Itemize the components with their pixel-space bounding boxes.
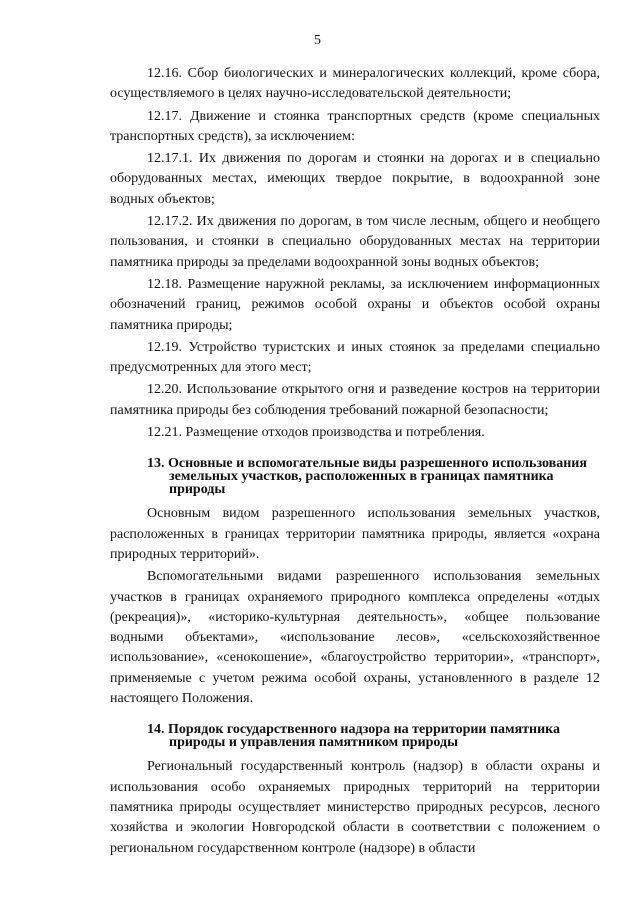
section-13-paragraph-1: Основным видом разрешенного использования земельных участков, расположенных в границах территории памятника природы, является «охрана природных территорий». (110, 506, 600, 562)
document-body (110, 64, 600, 861)
paragraph-12-19: 12.19. Устройство туристских и иных стоянок за пределами специально предусмотренных для этого мест; (110, 339, 600, 376)
section-13-heading-line-3: природы (169, 482, 226, 498)
paragraph-12-17: 12.17. Движение и стоянка транспортных средств (кроме специальных транспортных средств), за исключением: (110, 108, 600, 144)
section-13-heading-line-1: 13. Основные и вспомогательные виды разрешенного использования (147, 456, 587, 472)
section-13-heading-line-2: земельных участков, расположенных в границах памятника (169, 469, 554, 485)
page-number: 5 (314, 33, 321, 48)
paragraph-12-21: 12.21. Размещение отходов производства и потребления. (147, 425, 485, 441)
section-13-heading (110, 457, 600, 496)
paragraph-12-20: 12.20. Использование открытого огня и разведение костров на территории памятника природы без соблюдения требований пожарной безопасности; (110, 382, 600, 418)
paragraph-12-18: 12.18. Размещение наружной рекламы, за исключением информационных обозначений границ, режимов особой охраны и объектов особой охраны памятника природы; (110, 276, 600, 333)
paragraph-12-16: 12.16. Сбор биологических и минералогических коллекций, кроме сбора, осуществляемого в целях научно-исследовательской деятельности; (110, 66, 600, 102)
paragraph-12-17-2: 12.17.2. Их движения по дорогам, в том числе лесным, общего и необщего пользования, и стоянки в специально оборудованных местах на территории памятника природы за пределами водоохранной зоны водных объектов; (110, 214, 600, 270)
section-13-paragraph-2: Вспомогательными видами разрешенного использования земельных участков в границах охраняемого природного комплекса определены «отдых (рекреация)», «историко-культурная деятельность», «общее пользование водными объектами», «использование лесов», «сельскохозяйственное использование», «сенокошение», «благоустройство территории», «транспорт», применяемые с учетом режима особой охраны, установленного в разделе 12 настоящего Положения. (110, 569, 600, 707)
section-14-heading-line-1: 14. Порядок государственного надзора на территории памятника (147, 722, 561, 738)
section-14-paragraph-1: Региональный государственный контроль (надзор) в области охраны и использования особо охраняемых природных территорий на территории памятника природы осуществляет министерство природных ресурсов, лесного хозяйства и экологии Новгородской области в соответствии с положением о региональном государственном контроле (надзоре) в области (110, 759, 600, 856)
section-14-heading-line-2: природы и управления памятником природы (169, 735, 459, 751)
section-14-heading (110, 723, 600, 749)
paragraph-12-17-1: 12.17.1. Их движения по дорогам и стоянки на дорогах и в специально оборудованных местах, имеющих твердое покрытие, в водоохранной зоне водных объектов; (110, 151, 600, 207)
